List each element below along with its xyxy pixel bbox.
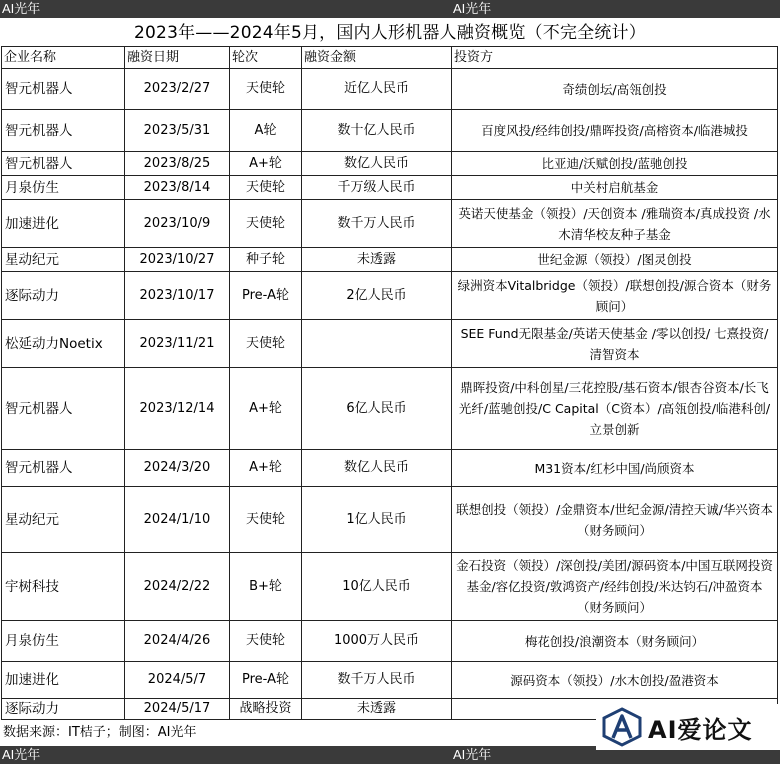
watermark-bar-top [0,0,780,18]
investors-cell: 金石投资（领投）/深创投/美团/源码资本/中国互联网投资基金/容亿投资/敦鸿资产/经纬创投/米达钧石/冲盈资本（财务顾问） [452,553,778,621]
amount-cell: 近亿人民币 [302,69,452,110]
financing-table [1,46,778,720]
table-row [2,248,778,272]
table-row [2,621,778,662]
table-row [2,176,778,200]
investors-cell: M31资本/红杉中国/尚颀资本 [452,450,778,487]
company-cell: 逐际动力 [2,272,125,320]
round-cell: A轮 [230,110,302,152]
round-cell: 天使轮 [230,176,302,200]
round-cell: A+轮 [230,152,302,176]
company-cell: 宇树科技 [2,553,125,621]
table-row [2,487,778,553]
table-header-row [2,47,778,69]
watermark-text: AI光年 [453,747,492,762]
investors-cell: 比亚迪/沃赋创投/蓝驰创投 [452,152,778,176]
watermark-text: AI光年 [2,1,41,16]
table-row [2,69,778,110]
amount-cell: 2亿人民币 [302,272,452,320]
date-cell: 2023/2/27 [125,69,230,110]
investors-cell: 英诺天使基金（领投）/天创资本 /雅瑞资本/真成投资 /水木清华校友种子基金 [452,200,778,248]
investors-cell: 世纪金源（领投）/图灵创投 [452,248,778,272]
data-source-note: 数据来源：IT桔子；制图：AI光年 [3,725,197,740]
amount-cell: 1亿人民币 [302,487,452,553]
round-cell: A+轮 [230,450,302,487]
round-cell: B+轮 [230,553,302,621]
column-header-amount: 融资金额 [302,47,452,69]
column-header-investors: 投资方 [452,47,778,69]
investors-cell: 源码资本（领投）/水木创投/盈港资本 [452,662,778,699]
amount-cell: 未透露 [302,248,452,272]
investors-cell: SEE Fund无限基金/英诺天使基金 /零以创投/ 七熹投资/ 清智资本 [452,320,778,368]
round-cell: Pre-A轮 [230,272,302,320]
amount-cell: 数千万人民币 [302,662,452,699]
table-row [2,553,778,621]
amount-cell: 10亿人民币 [302,553,452,621]
date-cell: 2023/11/21 [125,320,230,368]
company-cell: 逐际动力 [2,699,125,720]
date-cell: 2023/12/14 [125,368,230,450]
investors-cell: 中关村启航基金 [452,176,778,200]
date-cell: 2024/5/7 [125,662,230,699]
watermark-text: AI光年 [2,747,41,762]
company-cell: 智元机器人 [2,69,125,110]
company-cell: 松延动力Noetix [2,320,125,368]
table-row [2,450,778,487]
investors-cell: 奇绩创坛/高瓴创投 [452,69,778,110]
company-cell: 智元机器人 [2,368,125,450]
company-cell: 星动纪元 [2,248,125,272]
date-cell: 2023/8/14 [125,176,230,200]
page-title: 2023年——2024年5月，国内人形机器人融资概览（不完全统计） [134,23,646,43]
date-cell: 2023/8/25 [125,152,230,176]
table-row [2,152,778,176]
date-cell: 2024/4/26 [125,621,230,662]
table-row [2,662,778,699]
round-cell: 天使轮 [230,69,302,110]
company-cell: 智元机器人 [2,450,125,487]
round-cell: 种子轮 [230,248,302,272]
company-cell: 加速进化 [2,200,125,248]
round-cell: A+轮 [230,368,302,450]
amount-cell [302,320,452,368]
company-cell: 加速进化 [2,662,125,699]
table-row [2,320,778,368]
amount-cell: 数十亿人民币 [302,110,452,152]
company-cell: 星动纪元 [2,487,125,553]
investors-cell: 梅花创投/浪潮资本（财务顾问） [452,621,778,662]
round-cell: Pre-A轮 [230,662,302,699]
investors-cell: 鼎晖投资/中科创星/三花控股/基石资本/银杏谷资本/长飞光纤/蓝驰创投/C Capital（C资本）/高瓴创投/临港科创/立景创新 [452,368,778,450]
column-header-date: 融资日期 [125,47,230,69]
table-row [2,200,778,248]
round-cell: 天使轮 [230,487,302,553]
column-header-company: 企业名称 [2,47,125,69]
investors-cell: 联想创投（领投）/金鼎资本/世纪金源/清控天诚/华兴资本（财务顾问） [452,487,778,553]
table-row [2,110,778,152]
company-cell: 月泉仿生 [2,176,125,200]
amount-cell: 千万级人民币 [302,176,452,200]
round-cell: 天使轮 [230,200,302,248]
amount-cell: 数千万人民币 [302,200,452,248]
column-header-round: 轮次 [230,47,302,69]
round-cell: 天使轮 [230,320,302,368]
date-cell: 2023/10/27 [125,248,230,272]
investors-cell: 绿洲资本Vitalbridge（领投）/联想创投/源合资本（财务顾问） [452,272,778,320]
logo-a-icon [600,707,644,747]
amount-cell: 未透露 [302,699,452,720]
amount-cell: 1000万人民币 [302,621,452,662]
date-cell: 2023/5/31 [125,110,230,152]
date-cell: 2024/3/20 [125,450,230,487]
amount-cell: 数亿人民币 [302,152,452,176]
date-cell: 2024/2/22 [125,553,230,621]
company-cell: 月泉仿生 [2,621,125,662]
date-cell: 2023/10/17 [125,272,230,320]
date-cell: 2023/10/9 [125,200,230,248]
logo-text: AI爱论文 [648,716,753,744]
round-cell: 战略投资 [230,699,302,720]
investors-cell: 百度风投/经纬创投/鼎晖投资/高榕资本/临港城投 [452,110,778,152]
company-cell: 智元机器人 [2,152,125,176]
date-cell: 2024/1/10 [125,487,230,553]
brand-logo [596,704,780,750]
amount-cell: 数亿人民币 [302,450,452,487]
watermark-text: AI光年 [453,1,492,16]
table-row [2,368,778,450]
date-cell: 2024/5/17 [125,699,230,720]
table-row [2,272,778,320]
round-cell: 天使轮 [230,621,302,662]
amount-cell: 6亿人民币 [302,368,452,450]
company-cell: 智元机器人 [2,110,125,152]
